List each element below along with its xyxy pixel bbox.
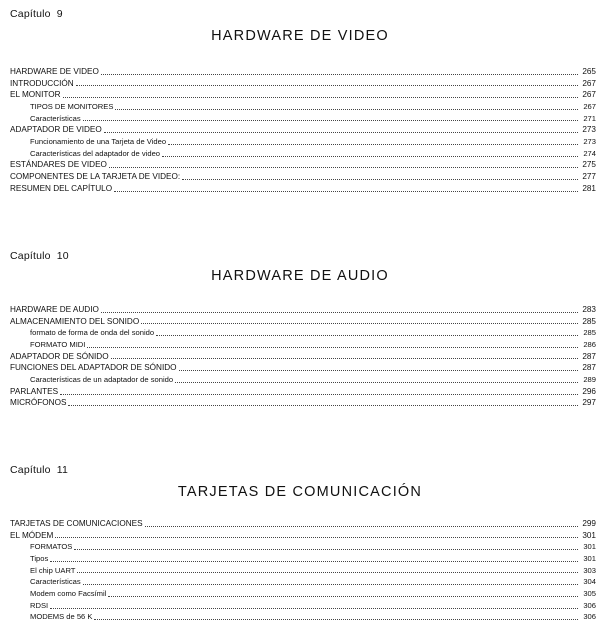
toc-entry-title: PARLANTES [10, 386, 59, 396]
toc-entry [10, 316, 596, 328]
dot-leader [74, 548, 578, 550]
toc-entry-title: TIPOS DE MONITORES [30, 102, 114, 112]
toc-entry [10, 565, 596, 577]
toc-entry [10, 351, 596, 363]
toc-entry [10, 576, 596, 588]
toc-entry-title: Características de un adaptador de sonido [30, 375, 174, 385]
dot-leader [162, 155, 578, 157]
toc-entry-page: 285 [583, 328, 596, 338]
toc-entry-page: 267 [582, 78, 596, 88]
dot-leader [168, 143, 578, 145]
toc-entry [10, 113, 596, 125]
chapter-title: HARDWARE DE VIDEO [211, 28, 389, 44]
toc-entry-page: 273 [583, 137, 596, 147]
dot-leader [108, 595, 578, 597]
dot-leader [179, 369, 578, 371]
dot-leader [115, 108, 578, 110]
toc-entry-title: Funcionamiento de una Tarjeta de Video [30, 137, 167, 147]
toc-entry [10, 553, 596, 565]
toc-entry-title: FUNCIONES DEL ADAPTADOR DE SÓNIDO [10, 363, 177, 373]
toc-entry [10, 101, 596, 113]
toc-entry [10, 374, 596, 386]
toc-entry [10, 327, 596, 339]
toc-entry-page: 289 [583, 375, 596, 385]
toc-entry-title: Características [30, 113, 81, 123]
toc-entry-page: 271 [583, 113, 596, 123]
toc-entry [10, 612, 596, 624]
toc-entry [10, 518, 596, 530]
toc-entry-page: 265 [582, 66, 596, 76]
dot-leader [83, 583, 578, 585]
toc-entry [10, 600, 596, 612]
dot-leader [60, 393, 578, 395]
toc-entry [10, 304, 596, 316]
toc-entry-page: 299 [582, 518, 596, 528]
toc-entry [10, 362, 596, 374]
toc-entry-title: MICRÓFONOS [10, 398, 67, 408]
toc-entry-page: 304 [583, 577, 596, 587]
dot-leader [101, 311, 578, 313]
toc-entry-title: Características del adaptador de video [30, 148, 161, 158]
toc-entry-title: HARDWARE DE VIDEO [10, 66, 99, 76]
dot-leader [101, 73, 578, 75]
dot-leader [68, 404, 578, 406]
toc-entry [10, 78, 596, 90]
dot-leader [77, 571, 578, 573]
toc-entry [10, 160, 596, 172]
toc-entry-title: formato de forma de onda del sonido [30, 328, 155, 338]
toc-entry-page: 303 [583, 565, 596, 575]
toc-entry-title: COMPONENTES DE LA TARJETA DE VIDEO: [10, 172, 181, 182]
toc-entry-title: ALMACENAMIENTO DEL SONIDO [10, 316, 140, 326]
dot-leader [182, 178, 578, 180]
toc-list [10, 66, 596, 195]
toc-entry-page: 281 [582, 183, 596, 193]
dot-leader [94, 618, 578, 620]
toc-entry-title: Tipos [30, 554, 49, 564]
toc-entry-title: ADAPTADOR DE SÓNIDO [10, 351, 109, 361]
toc-entry-page: 277 [582, 172, 596, 182]
toc-entry-title: Características [30, 577, 81, 587]
toc-entry-title: MODEMS de 56 K [30, 612, 93, 622]
chapter-title: HARDWARE DE AUDIO [211, 268, 389, 284]
toc-entry-page: 287 [582, 363, 596, 373]
toc-entry-page: 306 [583, 600, 596, 610]
toc-entry-page: 273 [582, 125, 596, 135]
toc-entry [10, 136, 596, 148]
dot-leader [50, 560, 578, 562]
toc-entry [10, 148, 596, 160]
dot-leader [145, 525, 578, 527]
dot-leader [55, 536, 578, 538]
toc-entry-title: EL MÓDEM [10, 530, 54, 540]
chapter-label: Capítulo 11 [10, 464, 69, 476]
toc-entry [10, 588, 596, 600]
toc-entry-page: 306 [583, 612, 596, 622]
toc-entry [10, 398, 596, 410]
toc-list [10, 304, 596, 409]
toc-entry-page: 297 [582, 398, 596, 408]
toc-entry-page: 275 [582, 160, 596, 170]
toc-entry-page: 287 [582, 351, 596, 361]
dot-leader [111, 357, 578, 359]
toc-entry [10, 66, 596, 78]
dot-leader [109, 166, 578, 168]
toc-entry [10, 183, 596, 195]
dot-leader [141, 322, 578, 324]
chapter-label: Capítulo 9 [10, 8, 63, 20]
toc-entry [10, 541, 596, 553]
toc-entry-page: 267 [582, 90, 596, 100]
toc-entry-title: HARDWARE DE AUDIO [10, 304, 99, 314]
toc-entry-page: 285 [582, 316, 596, 326]
toc-entry-title: RESUMEN DEL CAPÍTULO [10, 183, 113, 193]
toc-entry-page: 274 [583, 148, 596, 158]
toc-entry-title: ADAPTADOR DE VIDEO [10, 125, 102, 135]
dot-leader [104, 131, 578, 133]
toc-entry-title: TARJETAS DE COMUNICACIONES [10, 518, 143, 528]
dot-leader [63, 96, 579, 98]
toc-entry-title: FORMATOS [30, 542, 73, 552]
toc-entry-page: 286 [583, 340, 596, 350]
dot-leader [175, 381, 578, 383]
toc-entry-title: INTRODUCCIÓN [10, 78, 74, 88]
toc-entry-title: El chip UART [30, 565, 76, 575]
toc-entry [10, 339, 596, 351]
toc-entry [10, 171, 596, 183]
toc-entry-page: 301 [582, 530, 596, 540]
toc-entry-title: FORMATO MIDI [30, 340, 86, 350]
toc-entry-page: 267 [583, 102, 596, 112]
toc-entry-page: 305 [583, 589, 596, 599]
toc-entry-page: 283 [582, 304, 596, 314]
toc-entry-page: 296 [582, 386, 596, 396]
dot-leader [114, 190, 578, 192]
dot-leader [50, 607, 578, 609]
toc-entry [10, 89, 596, 101]
toc-entry [10, 530, 596, 542]
toc-entry-title: Modem como Facsímil [30, 589, 107, 599]
dot-leader [87, 346, 578, 348]
toc-entry-title: RDSI [30, 600, 49, 610]
toc-entry [10, 124, 596, 136]
toc-entry [10, 386, 596, 398]
toc-entry-title: ESTÁNDARES DE VIDEO [10, 160, 107, 170]
chapter-label: Capítulo 10 [10, 250, 69, 262]
toc-list [10, 518, 596, 623]
dot-leader [156, 334, 578, 336]
chapter-title: TARJETAS DE COMUNICACIÓN [177, 484, 423, 500]
toc-entry-page: 301 [583, 542, 596, 552]
dot-leader [76, 84, 578, 86]
toc-entry-title: EL MONITOR [10, 90, 61, 100]
dot-leader [83, 119, 578, 121]
toc-entry-page: 301 [583, 554, 596, 564]
